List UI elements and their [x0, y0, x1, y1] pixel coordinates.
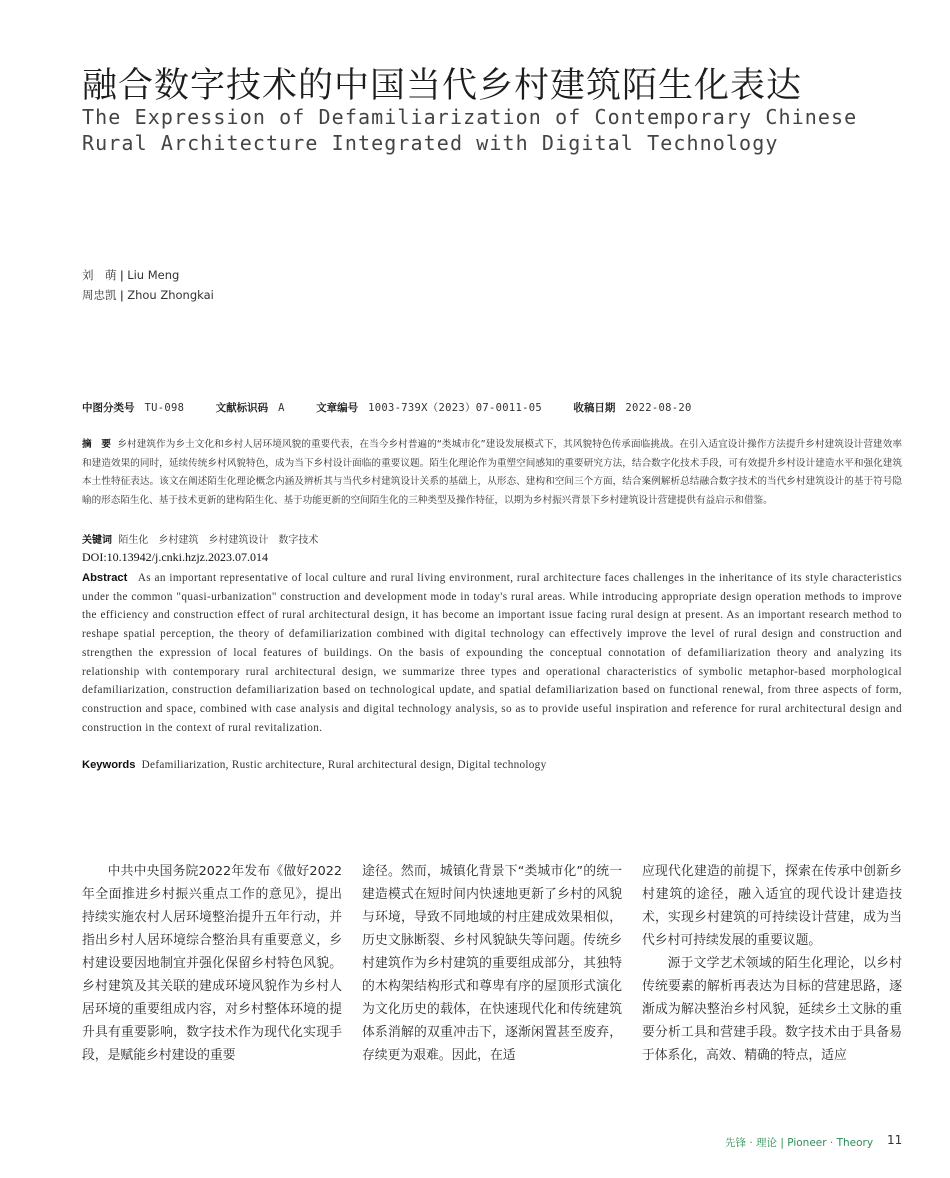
doc-code-label: 文献标识码 — [215, 402, 269, 414]
paragraph: 途径。然而，城镇化背景下“类城市化”的统一建造模式在短时间内快速地更新了乡村的风貌与环境，导致不同地域的村庄建成效果相似，历史文脉断裂、乡村风貌缺失等问题。传统乡村建筑作为乡村建筑的重要组成部分，其独特的木构架结构形式和尊卑有序的屋顶形式演化为文化历史的载体，在快速现代化和传统建筑体系消解的双重冲击下，逐渐闲置甚至废弃，存续更为艰难。因此，在适 — [362, 864, 622, 1063]
abstract-english — [82, 569, 902, 737]
paragraph: 应现代化建造的前提下，探索在传承中创新乡村建筑的途径，融入适宜的现代设计建造技术，实现乡村建筑的可持续设计营建，成为当代乡村可持续发展的重要议题。 — [642, 864, 902, 948]
body-column-1 — [82, 860, 342, 1067]
page-number: 11 — [887, 1133, 903, 1147]
keywords-cn-label: 关键词 — [82, 535, 112, 546]
clc-value: TU-098 — [144, 402, 185, 414]
article-metadata — [82, 400, 692, 415]
keywords-en-text: Defamiliarization, Rustic architecture, Rural architectural design, Digital technology — [141, 759, 547, 771]
abstract-en-text: As an important representative of local culture and rural living environment, rural architecture faces challenges in the inheritance of its style characteristics under the common "quasi-urbanization" construction and development mode in today's rural areas. While introducing appropriate design operation methods to improve the efficiency and construction effect of rural architectural design, it has become an important issue facing rural design at present. As an important research method to reshape spatial perception, the theory of defamiliarization combined with digital technology can effectively improve the level of rural design and construction and strengthen the expression of local features of buildings. On the basis of expounding the conceptual connotation of defamiliarization theory and analyzing its relationship with contemporary rural architectural design, we summarize three types and operational characteristics of symbolic metaphor-based morphological defamiliarization, construction defamiliarization based on technological update, and spatial defamiliarization based on functional renewal, from three aspects of form, construction and space, combined with case analysis and digital technology analysis, so as to provide useful inspiration and reference for rural architectural design and construction in the context of rural revitalization. — [82, 572, 902, 734]
abstract-cn-label: 摘 要 — [82, 439, 112, 450]
paragraph: 中共中央国务院2022年发布《做好2022年全面推进乡村振兴重点工作的意见》，提出持续实施农村人居环境整治提升五年行动，并指出乡村人居环境综合整治具有重要意义，乡村建设要因地制宜并强化保留乡村特色风貌。乡村建筑及其关联的建成环境风貌作为乡村人居环境的重要组成内容，对乡村整体环境的提升具有重要影响，数字技术作为现代化实现手段，是赋能乡村建设的重要 — [82, 864, 342, 1063]
paragraph: 源于文学艺术领域的陌生化理论，以乡村传统要素的解析再表达为目标的营建思路，逐渐成为解决整治乡村风貌，延续乡土文脉的重要分析工具和营建手段。数字技术由于具备易于体系化，高效、精确的特点，适应 — [642, 956, 902, 1063]
article-number-value: 1003-739X（2023）07-0011-05 — [368, 402, 542, 414]
author-2: 周忠凯 ǀ Zhou Zhongkai — [82, 288, 214, 302]
body-column-3 — [642, 860, 902, 1067]
clc-label: 中图分类号 — [82, 402, 135, 414]
doc-code-value: A — [278, 402, 285, 414]
footer-section: 先锋 · 理论 | Pioneer · Theory — [725, 1137, 874, 1149]
body-column-2 — [362, 860, 622, 1067]
doi: DOI:10.13942/j.cnki.hzjz.2023.07.014 — [82, 550, 268, 564]
abstract-chinese — [82, 436, 902, 510]
title-chinese: 融合数字技术的中国当代乡村建筑陌生化表达 — [82, 66, 803, 106]
abstract-cn-text: 乡村建筑作为乡土文化和乡村人居环境风貌的重要代表，在当今乡村普遍的“类城市化”建设发展模式下，其风貌特色传承面临挑战。在引入适宜设计操作方法提升乡村建筑设计营建效率和建造效果的同时，延续传统乡村风貌特色，成为当下乡村设计面临的重要议题。陌生化理论作为重塑空间感知的重要研究方法，结合数字化技术手段，可有效提升乡村设计建造水平和强化建筑本土性特征表达。该文在阐述陌生化理论概念内涵及辨析其与当代乡村建筑设计关系的基础上，从形态、建构和空间三个方面，结合案例解析总结融合数字技术的当代乡村建筑设计的基于符号隐喻的形态陌生化、基于技术更新的建构陌生化、基于功能更新的空间陌生化的三种类型及操作特征，以期为乡村振兴背景下乡村建筑设计营建提供有益启示和借鉴。 — [82, 439, 902, 506]
keywords-chinese — [82, 531, 318, 546]
keywords-cn-text: 陌生化 乡村建筑 乡村建筑设计 数字技术 — [118, 535, 319, 546]
article-number-label: 文章编号 — [316, 402, 359, 414]
received-date-value: 2022-08-20 — [625, 402, 692, 414]
keywords-english — [82, 759, 546, 771]
keywords-en-label: Keywords — [82, 759, 136, 771]
title-english: The Expression of Defamiliarization of Contemporary Chinese Rural Architecture Integrated with Digital Technology — [82, 105, 858, 155]
author-1: 刘 萌 ǀ Liu Meng — [82, 268, 180, 282]
abstract-en-label: Abstract — [82, 572, 128, 584]
received-date-label: 收稿日期 — [573, 402, 616, 414]
